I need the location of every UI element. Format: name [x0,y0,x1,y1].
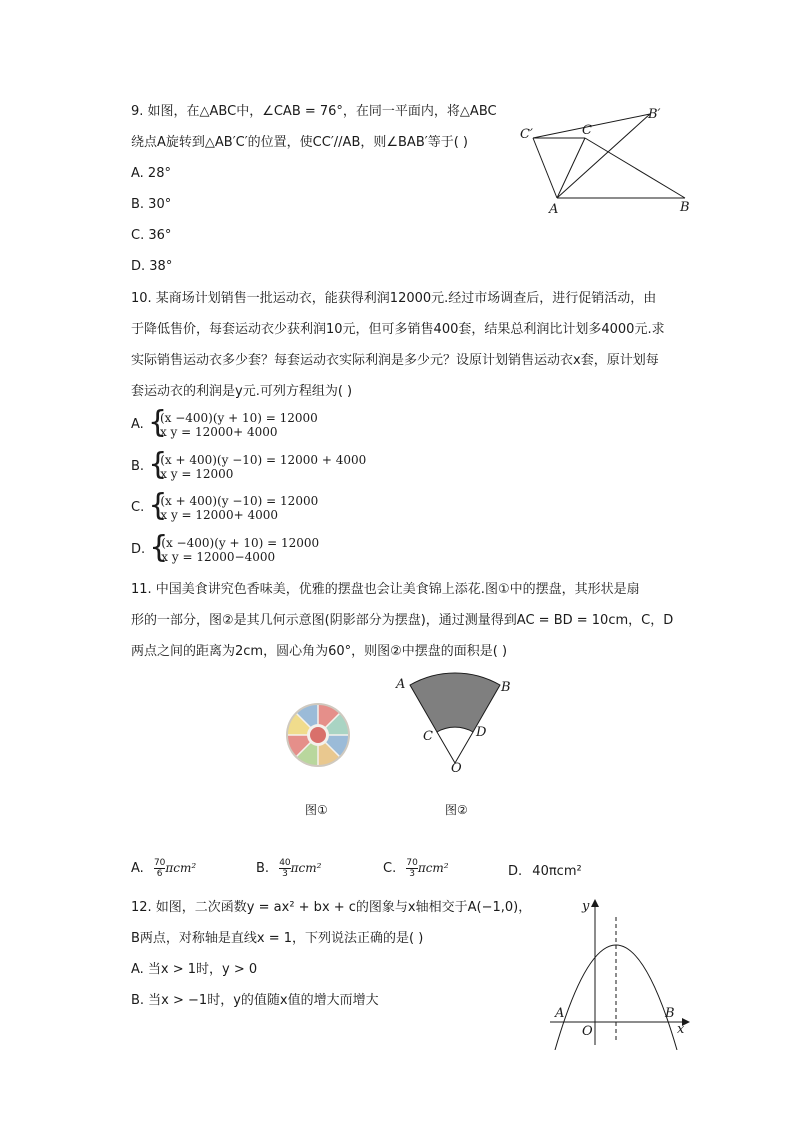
q12-parabola-figure [545,895,700,1050]
q10-option-c-system: { (x + 400)(y −10) = 12000 x y = 12000+ 4000 [148,488,319,523]
q10-line2: 于降低售价，每套运动衣少获利润10元，但可多销售400套，结果总利润比计划多4000元.求 [131,322,665,337]
q12-line2: B两点，对称轴是直线x = 1，下列说法正确的是( ) [131,931,424,946]
q11-label-o: O [451,761,462,776]
q10-option-d-eq1: (x −400)(y + 10) = 12000 [161,536,320,550]
q11-option-b-den: 3 [282,869,288,879]
q10-option-d-label: D. [131,542,146,557]
q9-label-b: B [680,200,690,215]
q11-option-b-label: B. [256,861,270,876]
q9-option-c: C. 36° [131,228,172,243]
q10-option-d-system: { (x −400)(y + 10) = 12000 x y = 12000−4000 [149,530,320,565]
q11-label-c: C [423,729,433,744]
q10-option-d [131,530,320,565]
q11-option-d-text: 40πcm² [532,864,582,879]
q10-option-c-eq2: x y = 12000+ 4000 [160,508,278,522]
q11-option-d [508,863,582,881]
q11-option-a-label: A. [131,861,144,876]
q11-option-d-label: D. [508,864,523,879]
q11-sector-figure [390,668,530,778]
q9-line1: 9. 如图，在△ABC中，∠CAB = 76°，在同一平面内，将△ABC [131,104,497,119]
q10-option-b-eq2: x y = 12000 [160,467,234,481]
q11-option-a-num: 70 [153,858,166,868]
q12-label-b: B [665,1006,675,1021]
q10-option-a-eq1: (x −400)(y + 10) = 12000 [159,411,318,425]
q11-label-d: D [476,725,487,740]
q10-option-c-eq1: (x + 400)(y −10) = 12000 [160,494,319,508]
q10-line3: 实际销售运动衣多少套？每套运动衣实际利润是多少元？设原计划销售运动衣x套，原计划每 [131,353,659,368]
q12-label-o: O [582,1024,593,1039]
q10-option-b-eq1: (x + 400)(y −10) = 12000 + 4000 [160,453,367,467]
q11-option-c [383,858,449,879]
q10-option-c-label: C. [131,500,145,515]
q12-label-x: x [677,1022,685,1037]
q12-option-a: A. 当x > 1时，y > 0 [131,962,258,977]
q10-option-a-system: { (x −400)(y + 10) = 12000 x y = 12000+ 4000 [147,405,318,440]
q12-label-a: A [555,1006,565,1021]
q11-option-a [131,858,196,879]
q10-option-a-label: A. [131,417,144,432]
plate-shaded-region [410,673,500,732]
q11-option-b [256,858,321,879]
q11-option-c-label: C. [383,861,397,876]
figure-1-caption: 图① [305,803,328,817]
q9-label-cp: C′ [520,127,533,142]
q11-option-c-num: 70 [406,858,418,868]
q10-option-b-label: B. [131,459,145,474]
q9-label-bp: B′ [648,107,661,122]
q12-option-b: B. 当x > −1时，y的值随x值的增大而增大 [131,993,379,1008]
q10-line4: 套运动衣的利润是y元.可列方程组为( ) [131,384,353,399]
q9-option-d: D. 38° [131,259,173,274]
q11-option-c-den: 3 [409,869,415,879]
q9-option-a: A. 28° [131,166,171,181]
q10-option-c [131,488,319,523]
q11-line2: 形的一部分，图②是其几何示意图(阴影部分为摆盘)，通过测量得到AC = BD = 10cm，C，D [131,613,674,628]
plate-photo [285,702,351,768]
q9-line2: 绕点A旋转到△AB′C′的位置，使CC′//AB，则∠BAB′等于( ) [131,135,468,150]
q11-label-b: B [501,680,511,695]
q9-option-b: B. 30° [131,197,172,212]
q9-label-c: C [582,123,592,138]
q9-label-a: A [549,202,559,217]
q10-option-a [131,405,318,440]
q10-option-d-eq2: x y = 12000−4000 [161,550,276,564]
q11-option-c-tail: πcm² [417,861,449,875]
q12-label-y: y [582,899,590,914]
q11-option-a-tail: πcm² [165,861,197,875]
q10-option-a-eq2: x y = 12000+ 4000 [159,425,278,439]
q11-option-a-den: 6 [156,869,163,879]
q10-line1: 10. 某商场计划销售一批运动衣，能获得利润12000元.经过市场调查后，进行促销活动，由 [131,291,657,306]
q10-option-b-system: { (x + 400)(y −10) = 12000 + 4000 x y = 12000 [148,447,367,482]
q11-option-b-num: 40 [279,858,291,868]
figure-2-caption: 图② [445,803,468,817]
q11-label-a: A [396,677,406,692]
q11-option-b-tail: πcm² [290,861,322,875]
q9-triangle-figure [515,100,700,220]
q11-line1: 11. 中国美食讲究色香味美，优雅的摆盘也会让美食锦上添花.图①中的摆盘，其形状是扇 [131,582,640,597]
q10-option-b [131,447,367,482]
q12-line1: 12. 如图，二次函数y = ax² + bx + c的图象与x轴相交于A(−1,0)， [131,900,532,915]
q11-line3: 两点之间的距离为2cm，圆心角为60°，则图②中摆盘的面积是( ) [131,644,508,659]
